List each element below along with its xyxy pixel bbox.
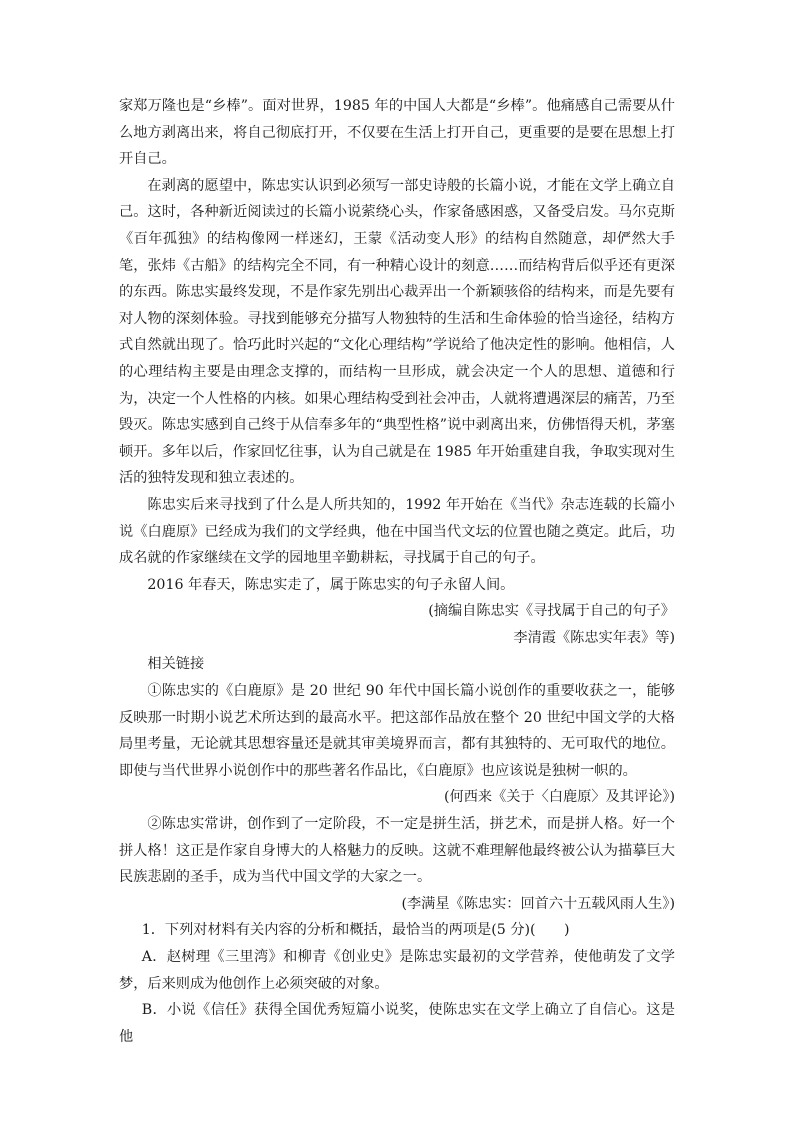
related-link-1: ①陈忠实的《白鹿原》是 20 世纪 90 年代中国长篇小说创作的重要收获之一，能够反映那一时期小说艺术所达到的最高水平。把这部作品放在整个 20 世纪中国文学的大格局里考量，无论就其思想容量还是就其审美境界而言，都有其独特的、无可取代的地位。即使与当代世界小说创作中的那些著名作品比，《白鹿原》也应该说是独树一帜的。 <box>119 683 675 779</box>
article-paragraph-1: 家郑万隆也是“乡棒”。面对世界，1985 年的中国人大都是“乡棒”。他痛感自己需要从什么地方剥离出来，将自己彻底打开，不仅要在生活上打开自己，更重要的是要在思想上打开自己。 <box>119 98 675 168</box>
related-link-2: ②陈忠实常讲，创作到了一定阶段，不一定是拼生活，拼艺术，而是拼人格。好一个拼人格！这正是作家自身博大的人格魅力的反映。这就不难理解他最终被公认为描摹巨大民族悲剧的圣手，成为当代中国文学的大家之一。 <box>119 816 675 886</box>
question-option-b: B．小说《信任》获得全国优秀短篇小说奖，使陈忠实在文学上确立了自信心。这是他 <box>119 1002 675 1045</box>
question-option-a: A．赵树理《三里湾》和柳青《创业史》是陈忠实最初的文学营养，使他萌发了文学梦，后来则成为他创作上必须突破的对象。 <box>119 949 675 992</box>
question-stem: 1．下列对材料有关内容的分析和概括，最恰当的两项是(5 分)( ) <box>141 922 570 939</box>
related-links-heading: 相关链接 <box>147 656 205 673</box>
article-paragraph-3: 陈忠实后来寻找到了什么是人所共知的，1992 年开始在《当代》杂志连载的长篇小说《白鹿原》已经成为我们的文学经典，他在中国当代文坛的位置也随之奠定。此后，功成名就的作家继续在文学的园地里辛勤耕耘，寻找属于自己的句子。 <box>119 496 675 567</box>
related-link-2-source: (李满星《陈忠实：回首六十五载风雨人生》) <box>401 895 675 912</box>
article-paragraph-2: 在剥离的愿望中，陈忠实认识到必须写一部史诗般的长篇小说，才能在文学上确立自己。这时，各种新近阅读过的长篇小说萦绕心头，作家备感困惑，又备受启发。马尔克斯《百年孤独》的结构像网一样迷幻，王蒙《活动变人形》的结构自然随意，却俨然大手笔，张炜《古船》的结构完全不同，有一种精心设计的刻意……而结构背后似乎还有更深的东西。陈忠实最终发现，不是作家先别出心裁弄出一个新颖骇俗的结构来，而是先要有对人物的深刻体验。寻找到能够充分描写人物独特的生活和生命体验的恰当途径，结构方式自然就出现了。恰巧此时兴起的“文化心理结构”学说给了他决定性的影响。他相信，人的心理结构主要是由理念支撑的，而结构一旦形成，就会决定一个人的思想、道德和行为，决定一个人性格的内核。如果心理结构受到社会冲击，人就将遭遇深层的痛苦，乃至毁灭。陈忠实感到自己终于从信奉多年的“典型性格”说中剥离出来，仿佛悟得天机，茅塞顿开。多年以后，作家回忆往事，认为自己就是在 1985 年开始重建自我，争取实现对生活的独特发现和独立表述的。 <box>119 177 675 487</box>
document-page <box>119 93 675 1050</box>
article-source-line-1: (摘编自陈忠实《寻找属于自己的句子》 <box>428 603 675 620</box>
article-source-line-2: 李清霞《陈忠实年表》等) <box>513 629 675 646</box>
related-link-1-source: (何西来《关于〈白鹿原〉及其评论》) <box>444 789 675 806</box>
article-paragraph-4: 2016 年春天，陈忠实走了，属于陈忠实的句子永留人间。 <box>147 576 515 593</box>
